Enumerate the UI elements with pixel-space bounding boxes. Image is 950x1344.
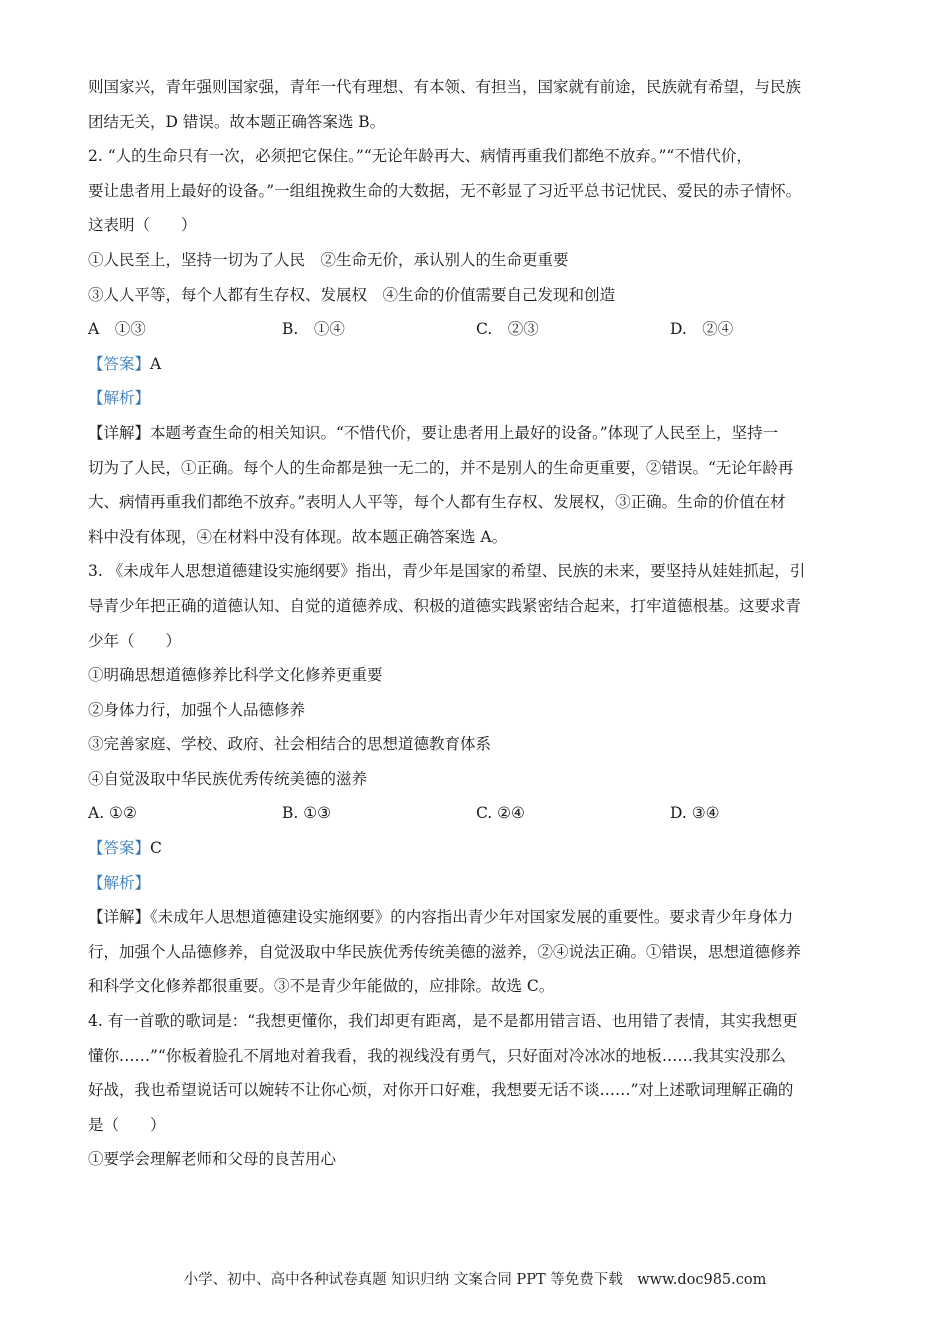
question-item: ①要学会理解老师和父母的良苦用心 bbox=[88, 1150, 337, 1169]
detail-line: 和科学文化修养都很重要。③不是青少年能做的，应排除。故选 C。 bbox=[88, 977, 555, 996]
detail-text: 《未成年人思想道德建设实施纲要》的内容指出青少年对国家发展的重要性。要求青少年身体力 bbox=[150, 908, 794, 927]
option-a: A. ①② bbox=[88, 804, 137, 823]
question-item: ③人人平等，每个人都有生存权、发展权 ④生命的价值需要自己发现和创造 bbox=[88, 285, 616, 304]
question-4 bbox=[88, 1004, 868, 1177]
question-stem-line: 2. “人的生命只有一次，必须把它保住。”“无论年龄再大、病情再重我们都绝不放弃。”“不惜代价， bbox=[88, 147, 752, 166]
detail-tag: 【详解】 bbox=[88, 423, 151, 442]
question-item: ①明确思想道德修养比科学文化修养更重要 bbox=[88, 666, 383, 685]
option-d: D. ②④ bbox=[670, 320, 734, 339]
question-item: ②身体力行，加强个人品德修养 bbox=[88, 700, 306, 719]
option-b: B. ①④ bbox=[282, 320, 345, 339]
analysis-line bbox=[88, 381, 868, 416]
answer-options bbox=[88, 312, 868, 347]
option-d: D. ③④ bbox=[670, 804, 720, 823]
question-stem-line: 懂你……”“你板着脸孔不屑地对着我看，我的视线没有勇气，只好面对冷冰冰的地板……我其实没那么 bbox=[88, 1046, 786, 1065]
analysis-tag: 【解析】 bbox=[88, 873, 151, 892]
option-c: C. ②④ bbox=[476, 804, 525, 823]
detail-text: 本题考查生命的相关知识。“不惜代价，要让患者用上最好的设备。”体现了人民至上，坚持一 bbox=[150, 423, 779, 442]
detail-line bbox=[88, 900, 868, 935]
question-stem-line: 4. 有一首歌的歌词是：“我想更懂你，我们却更有距离，是不是都用错言语、也用错了表情，其实我想更 bbox=[88, 1012, 798, 1031]
question-item: ④自觉汲取中华民族优秀传统美德的滋养 bbox=[88, 769, 368, 788]
question-stem-line: 是（ ） bbox=[88, 1115, 166, 1134]
answer-value: C bbox=[150, 839, 162, 858]
answer-value: A bbox=[150, 354, 162, 373]
text-line: 则国家兴，青年强则国家强，青年一代有理想、有本领、有担当，国家就有前途，民族就有希望，与民族 bbox=[88, 78, 802, 96]
question-stem-line: 导青少年把正确的道德认知、自觉的道德养成、积极的道德实践紧密结合起来，打牢道德根基。这要求青 bbox=[88, 596, 802, 615]
page-footer: 小学、初中、高中各种试卷真题 知识归纳 文案合同 PPT 等免费下载 www.doc985.com bbox=[183, 1272, 767, 1288]
detail-line: 行，加强个人品德修养，自觉汲取中华民族优秀传统美德的滋养，②④说法正确。①错误，思想道德修养 bbox=[88, 942, 802, 961]
answer-line bbox=[88, 831, 868, 866]
question-item: ③完善家庭、学校、政府、社会相结合的思想道德教育体系 bbox=[88, 735, 492, 754]
detail-tag: 【详解】 bbox=[88, 908, 151, 927]
detail-line: 切为了人民，①正确。每个人的生命都是独一无二的，并不是别人的生命更重要，②错误。“无论年龄再 bbox=[88, 458, 794, 477]
question-2 bbox=[88, 139, 868, 554]
question-stem-line: 3. 《未成年人思想道德建设实施纲要》指出，青少年是国家的希望、民族的未来，要坚持从娃娃抓起，引 bbox=[88, 562, 806, 581]
detail-line: 大、病情再重我们都绝不放弃。”表明人人平等，每个人都有生存权、发展权，③正确。生命的价值在材 bbox=[88, 493, 786, 512]
question-stem-line: 这表明（ ） bbox=[88, 216, 197, 235]
question-stem-line: 少年（ ） bbox=[88, 631, 182, 650]
question-stem-line: 好战，我也希望说话可以婉转不让你心烦，对你开口好难，我想要无话不谈……”对上述歌词理解正确的 bbox=[88, 1081, 794, 1100]
answer-line bbox=[88, 347, 868, 382]
option-c: C. ②③ bbox=[476, 320, 539, 339]
question-item: ①人民至上，坚持一切为了人民 ②生命无价，承认别人的生命更重要 bbox=[88, 250, 569, 269]
analysis-line bbox=[88, 866, 868, 901]
document-body bbox=[88, 70, 868, 1177]
answer-tag: 【答案】 bbox=[88, 839, 151, 858]
detail-line: 料中没有体现，④在材料中没有体现。故本题正确答案选 A。 bbox=[88, 527, 508, 546]
question-stem-line: 要让患者用上最好的设备。”一组组挽救生命的大数据，无不彰显了习近平总书记忧民、爱民的赤子情怀。 bbox=[88, 181, 802, 200]
question-3 bbox=[88, 554, 868, 1004]
analysis-tag: 【解析】 bbox=[88, 389, 151, 408]
detail-line bbox=[88, 416, 868, 451]
answer-options bbox=[88, 796, 868, 831]
answer-tag: 【答案】 bbox=[88, 354, 151, 373]
option-b: B. ①③ bbox=[282, 804, 332, 823]
text-line: 团结无关，D 错误。故本题正确答案选 B。 bbox=[88, 112, 386, 131]
option-a: A ①③ bbox=[88, 320, 146, 339]
